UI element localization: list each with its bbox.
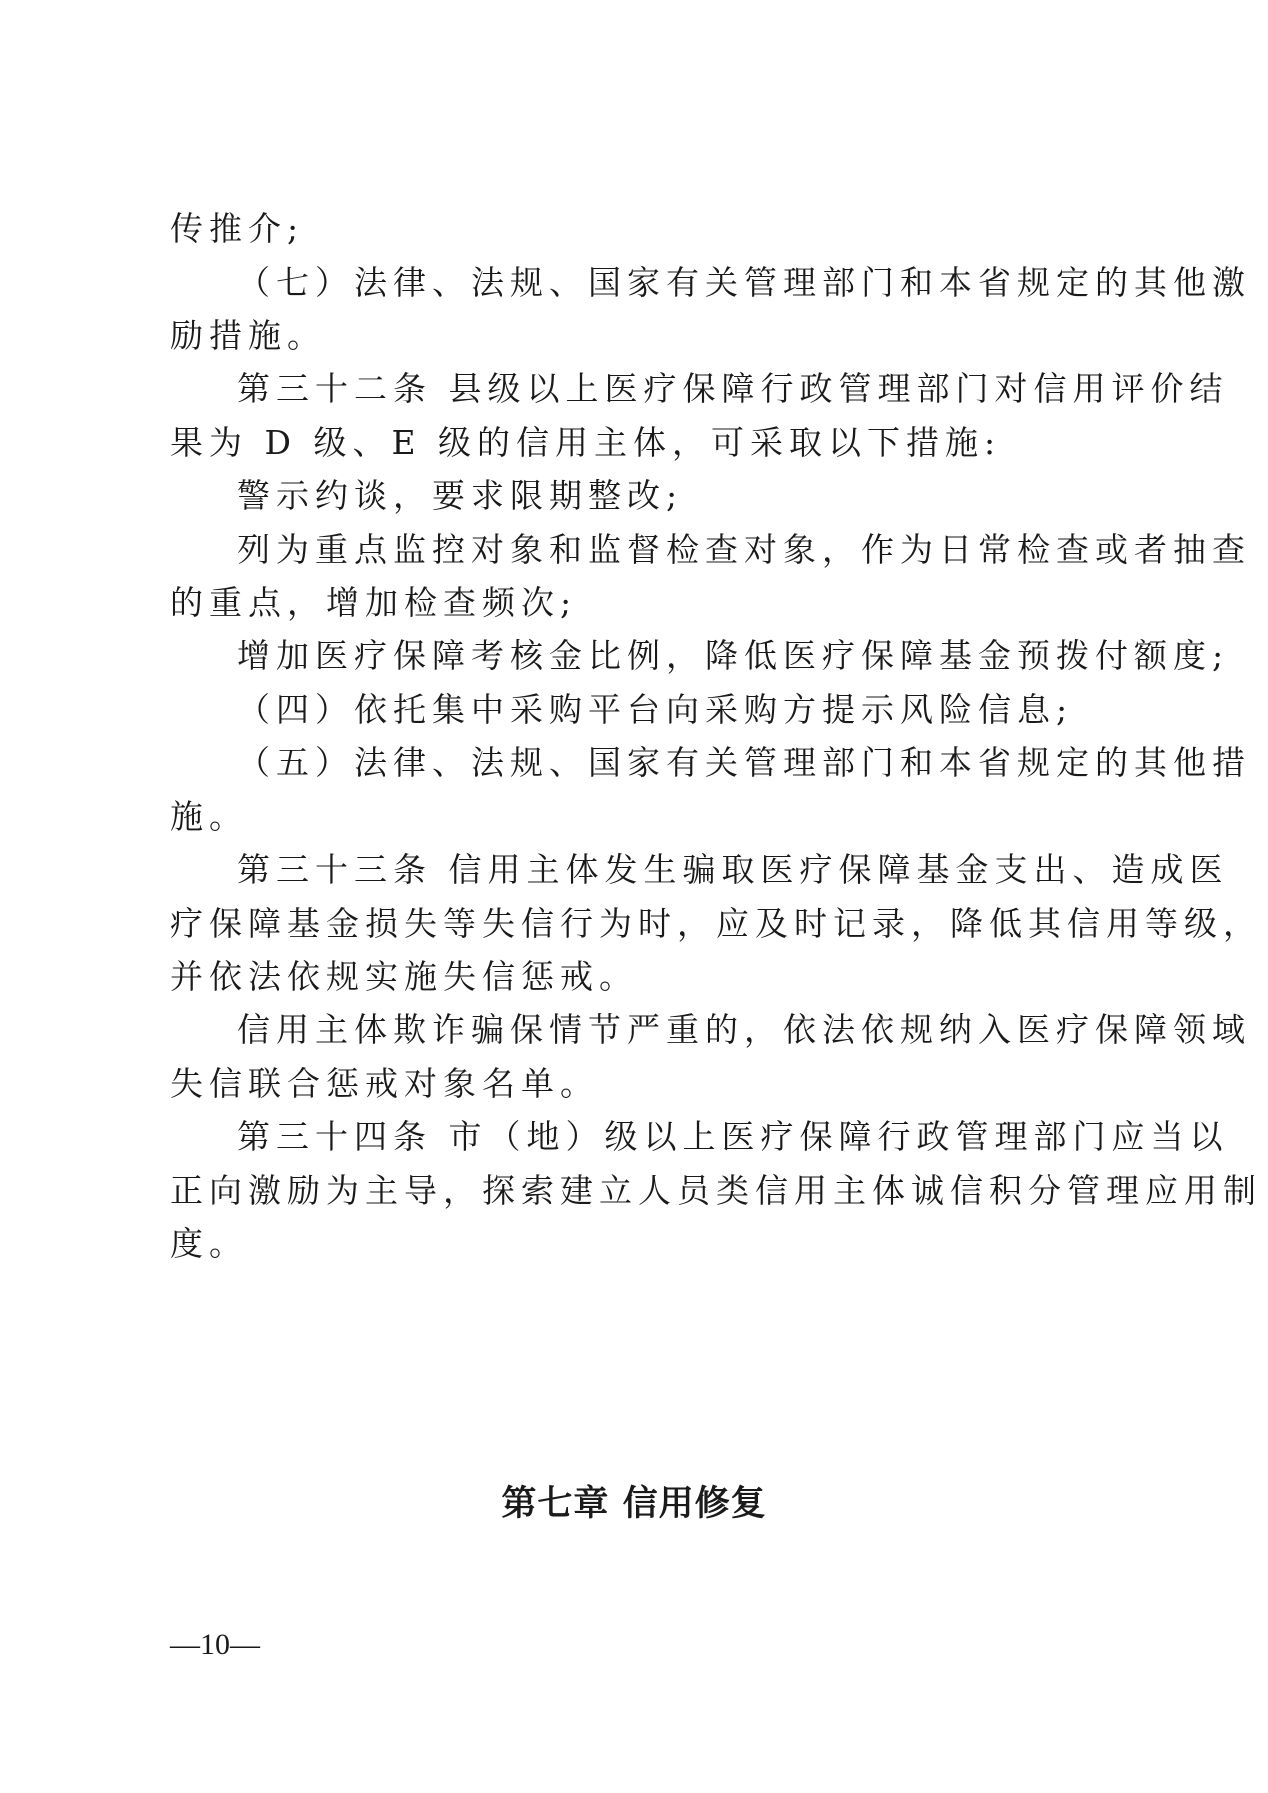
text-line: 正向激励为主导，探索建立人员类信用主体诚信积分管理应用制 <box>170 1171 1262 1210</box>
text-line: 信用主体欺诈骗保情节严重的，依法依规纳入医疗保障领域 <box>237 1010 1251 1049</box>
page-number: —10— <box>170 1628 260 1661</box>
chapter-title: 第七章 信用修复 <box>501 1484 767 1524</box>
text-line: 第三十二条 县级以上医疗保障行政管理部门对信用评价结 <box>237 369 1229 408</box>
text-line: （四）依托集中采购平台向采购方提示风险信息; <box>237 690 1074 729</box>
text-line: 励措施。 <box>170 316 326 355</box>
text-line: 第三十三条 信用主体发生骗取医疗保障基金支出、造成医 <box>237 850 1229 889</box>
text-line: 并依法依规实施失信惩戒。 <box>170 957 638 996</box>
text-line: 传推介; <box>170 209 305 248</box>
text-line: 增加医疗保障考核金比例，降低医疗保障基金预拨付额度; <box>237 636 1230 675</box>
text-line: （五）法律、法规、国家有关管理部门和本省规定的其他措 <box>237 743 1251 782</box>
text-line: 度。 <box>170 1224 248 1263</box>
text-line: 施。 <box>170 797 248 836</box>
text-line: 列为重点监控对象和监督检查对象，作为日常检查或者抽查 <box>237 530 1251 569</box>
text-line: 果为 D 级、E 级的信用主体，可采取以下措施: <box>170 423 1002 462</box>
text-line: 的重点，增加检查频次; <box>170 583 578 622</box>
text-line: 第三十四条 市（地）级以上医疗保障行政管理部门应当以 <box>237 1117 1229 1156</box>
text-line: 警示约谈，要求限期整改; <box>237 476 684 515</box>
text-line: 失信联合惩戒对象名单。 <box>170 1064 599 1103</box>
text-line: 疗保障基金损失等失信行为时，应及时记录，降低其信用等级， <box>170 904 1262 943</box>
text-line: （七）法律、法规、国家有关管理部门和本省规定的其他激 <box>237 263 1251 302</box>
